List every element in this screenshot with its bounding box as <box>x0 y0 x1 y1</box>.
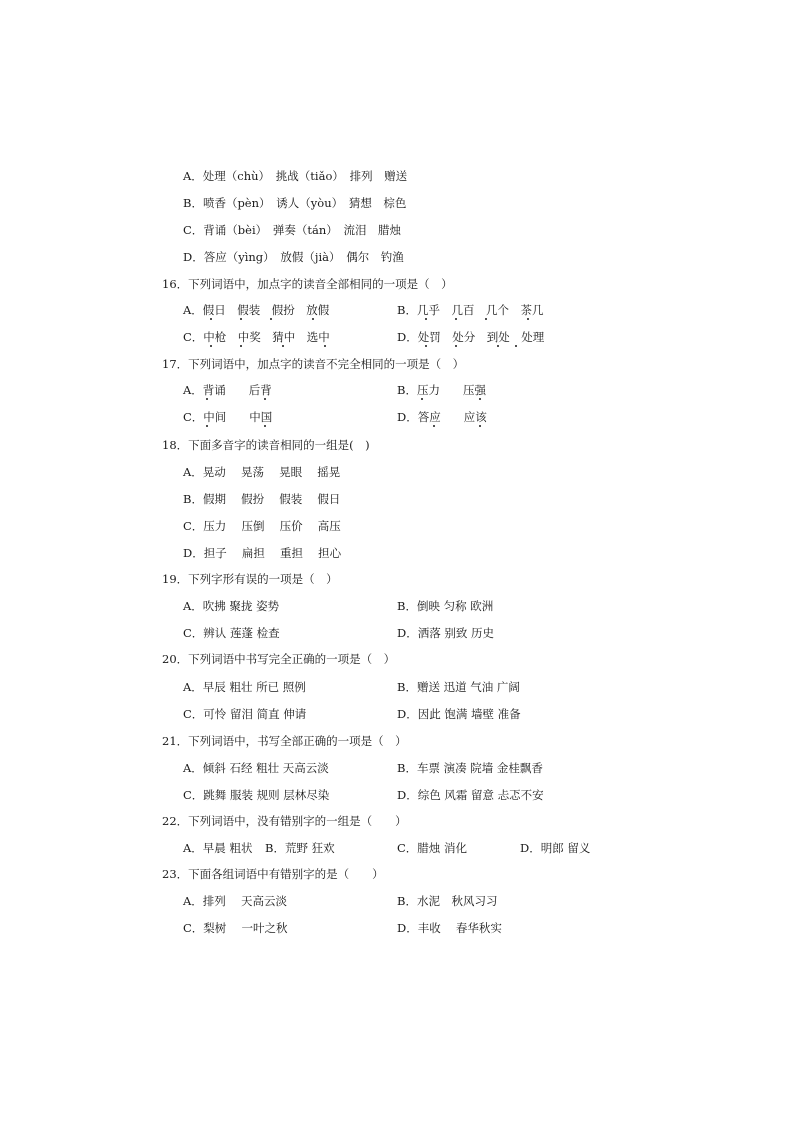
q19-option-a: A．吹拂 聚拢 姿势 <box>183 599 280 613</box>
emphasis-dot <box>527 318 529 320</box>
q15-option-a: A．处理（chù） 挑战（tiǎo） 排列 赠送 <box>183 169 408 183</box>
q17-option-d: D．答应 应该 <box>397 410 487 424</box>
emphasis-dot <box>240 345 242 347</box>
q18-option-c: C．压力 压倒 压价 高压 <box>183 519 341 533</box>
q16-stem: 16．下列词语中，加点字的读音全部相同的一项是（ ） <box>162 277 453 291</box>
q22-option-c: C．腊烛 消化 <box>397 841 467 855</box>
q18-option-a: A．晃动 晃荡 晃眼 摇晃 <box>183 465 341 479</box>
emphasis-dot <box>210 318 212 320</box>
q18-stem: 18．下面多音字的读音相同的一组是( ) <box>162 438 370 452</box>
q20-stem: 20．下列词语中书写完全正确的一项是（ ） <box>162 652 396 666</box>
q23-option-a: A．排列 天高云淡 <box>183 894 287 908</box>
emphasis-dot <box>264 398 266 400</box>
q16-option-d: D．处罚 处分 到处 处理 <box>397 330 545 344</box>
q21-stem: 21．下列词语中，书写全部正确的一项是（ ） <box>162 734 407 748</box>
emphasis-dot <box>425 318 427 320</box>
emphasis-dot <box>206 425 208 427</box>
emphasis-dot <box>270 318 272 320</box>
emphasis-dot <box>485 318 487 320</box>
emphasis-dot <box>479 398 481 400</box>
emphasis-dot <box>425 345 427 347</box>
q22-option-d: D．明郎 留义 <box>520 841 591 855</box>
q21-option-c: C．跳舞 服装 规则 层林尽染 <box>183 788 330 802</box>
q23-stem: 23．下面各组词语中有错别字的是（ ） <box>162 867 384 881</box>
q15-option-b: B．喷香（pèn） 诱人（yòu） 猜想 棕色 <box>183 196 407 210</box>
q20-option-b: B．赠送 迅道 气油 广阔 <box>397 680 520 694</box>
emphasis-dot <box>455 318 457 320</box>
q19-option-c: C．辨认 莲蓬 检查 <box>183 626 280 640</box>
q22-option-b: B．荒野 狂欢 <box>265 841 335 855</box>
q23-option-d: D．丰收 春华秋实 <box>397 921 502 935</box>
q21-option-d: D．综色 风霜 留意 忐忑不安 <box>397 788 544 802</box>
q17-option-a: A．背诵 后背 <box>183 383 272 397</box>
emphasis-dot <box>240 318 242 320</box>
emphasis-dot <box>324 345 326 347</box>
q19-option-b: B．倒映 匀称 欧洲 <box>397 599 494 613</box>
q18-option-d: D．担子 扁担 重担 担心 <box>183 546 342 560</box>
q15-option-d: D．答应（yìng） 放假（jià） 偶尔 钓渔 <box>183 250 404 264</box>
emphasis-dot <box>433 425 435 427</box>
q16-option-a: A．假日 假装 假扮 放假 <box>183 303 330 317</box>
q20-option-d: D．因此 饱满 墙壁 准备 <box>397 707 521 721</box>
emphasis-dot <box>497 345 499 347</box>
q23-option-b: B．水泥 秋风习习 <box>397 894 498 908</box>
emphasis-dot <box>282 345 284 347</box>
q17-stem: 17．下列词语中，加点字的读音不完全相同的一项是（ ） <box>162 357 465 371</box>
q21-option-b: B．车票 演凑 院墙 金桂飘香 <box>397 761 543 775</box>
emphasis-dot <box>312 318 314 320</box>
q19-stem: 19．下列字形有误的一项是（ ） <box>162 572 338 586</box>
q16-option-c: C．中枪 中奖 猜中 选中 <box>183 330 330 344</box>
q17-option-c: C．中间 中国 <box>183 410 273 424</box>
q17-option-b: B．压力 压强 <box>397 383 486 397</box>
q20-option-c: C．可怜 留泪 简直 伸请 <box>183 707 307 721</box>
q19-option-d: D．洒落 别致 历史 <box>397 626 495 640</box>
emphasis-dot <box>455 345 457 347</box>
q18-option-b: B．假期 假扮 假装 假日 <box>183 492 341 506</box>
emphasis-dot <box>210 345 212 347</box>
q21-option-a: A．倾斜 石经 粗壮 天高云淡 <box>183 761 329 775</box>
emphasis-dot <box>479 425 481 427</box>
emphasis-dot <box>264 425 266 427</box>
q22-option-a: A．早晨 粗状 <box>183 841 253 855</box>
q16-option-b: B．几乎 几百 几个 茶几 <box>397 303 544 317</box>
q15-option-c: C．背诵（bèi） 弹奏（tán） 流泪 腊烛 <box>183 223 402 237</box>
emphasis-dot <box>421 398 423 400</box>
emphasis-dot <box>515 345 517 347</box>
q22-stem: 22．下列词语中，没有错别字的一组是（ ） <box>162 814 407 828</box>
q20-option-a: A．早辰 粗壮 所已 照例 <box>183 680 306 694</box>
q23-option-c: C．梨树 一叶之秋 <box>183 921 288 935</box>
emphasis-dot <box>206 398 208 400</box>
